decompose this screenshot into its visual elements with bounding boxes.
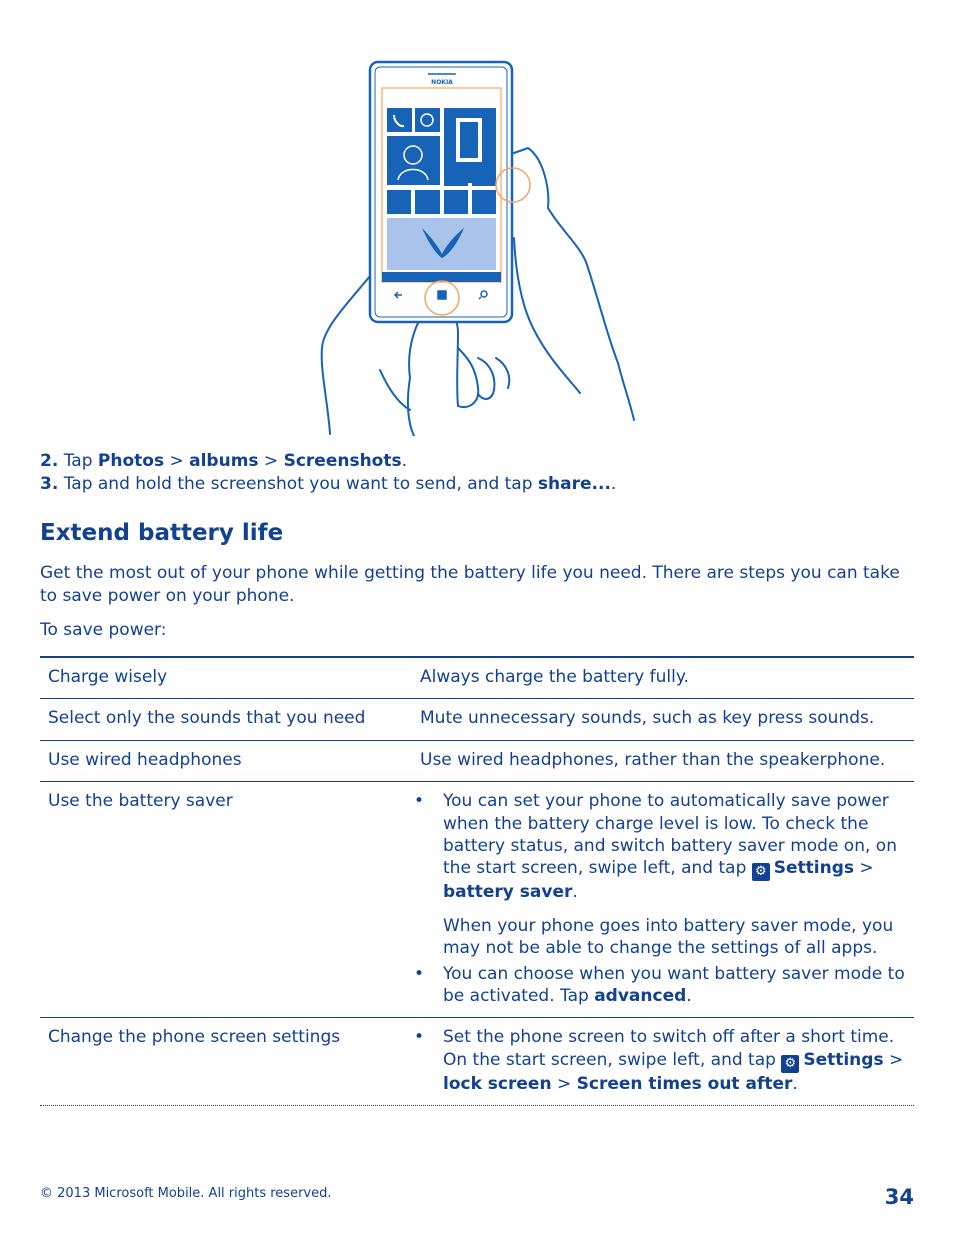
- list-item: [414, 1026, 910, 1095]
- menu-screenshots: Screenshots: [283, 451, 402, 471]
- separator: >: [854, 858, 874, 879]
- bullet: •: [414, 1027, 425, 1048]
- period: .: [610, 474, 617, 494]
- menu-albums: albums: [189, 451, 259, 471]
- save-power-label: To save power:: [40, 620, 167, 640]
- period: .: [686, 986, 692, 1007]
- intro-paragraph: Get the most out of your phone while getting the battery life you need. There are steps you can take to save power on your phone.: [40, 563, 900, 606]
- menu-lock-screen: lock screen: [443, 1073, 552, 1094]
- bullet-text: You can set your phone to automatically save power when the battery charge level is low. To check the battery status, and switch battery saver mode on, on the start screen, swipe left, and tap: [443, 791, 897, 879]
- tip-description: [412, 782, 914, 1017]
- separator: >: [258, 451, 284, 471]
- bullet-text: You can choose when you want battery saver mode to be activated. Tap: [443, 963, 905, 1007]
- menu-settings: Settings: [773, 858, 855, 879]
- section-heading: Extend battery life: [40, 520, 284, 546]
- tip-title: Charge wisely: [48, 667, 168, 687]
- phone-brand-label: NOKIA: [431, 79, 453, 86]
- list-item: [414, 790, 910, 959]
- step-3: [40, 473, 616, 495]
- table-row: [40, 658, 914, 699]
- period: .: [401, 451, 408, 471]
- bullet-note: When your phone goes into battery saver mode, you may not be able to change the settings of all apps.: [443, 915, 894, 959]
- tip-description: Use wired headphones, rather than the speakerphone.: [420, 749, 886, 770]
- period: .: [572, 882, 578, 903]
- phone-in-hand-illustration: [318, 58, 638, 436]
- table-row: [40, 782, 914, 1018]
- step-text: Tap and hold the screenshot you want to send, and tap: [63, 474, 538, 494]
- tip-description: Always charge the battery fully.: [420, 667, 689, 687]
- tip-description: [412, 1018, 914, 1105]
- copyright-footer: © 2013 Microsoft Mobile. All rights reserved.: [40, 1186, 332, 1201]
- tip-title: Use wired headphones: [48, 749, 242, 770]
- menu-photos: Photos: [97, 451, 165, 471]
- gear-icon: ⚙: [752, 863, 770, 881]
- page-number: 34: [884, 1185, 914, 1209]
- step-number: 2.: [40, 451, 59, 471]
- step-number: 3.: [40, 474, 59, 494]
- separator: >: [883, 1049, 904, 1070]
- menu-advanced: advanced: [594, 986, 687, 1007]
- bullet-text: Set the phone screen to switch off after a short time. On the start screen, swipe left, and tap: [443, 1027, 895, 1070]
- separator: >: [551, 1073, 577, 1094]
- step-2: [40, 450, 407, 472]
- list-item: [414, 963, 910, 1008]
- menu-share: share...: [537, 474, 611, 494]
- menu-screen-times-out: Screen times out after: [576, 1073, 793, 1094]
- period: .: [792, 1073, 798, 1094]
- tip-description: Mute unnecessary sounds, such as key press sounds.: [420, 708, 875, 729]
- menu-settings: Settings: [803, 1049, 884, 1070]
- separator: >: [164, 451, 190, 471]
- gear-icon: ⚙: [781, 1055, 799, 1073]
- step-text: Tap: [63, 451, 98, 471]
- table-row: [40, 699, 914, 740]
- tip-title: Use the battery saver: [48, 791, 233, 812]
- bullet: •: [414, 963, 425, 984]
- tip-title: Change the phone screen settings: [48, 1027, 341, 1048]
- table-row: [40, 1018, 914, 1106]
- table-row: [40, 741, 914, 782]
- menu-battery-saver: battery saver: [443, 882, 573, 903]
- battery-tips-table: [40, 656, 914, 1106]
- tip-title: Select only the sounds that you need: [48, 708, 366, 729]
- bullet: •: [414, 791, 425, 812]
